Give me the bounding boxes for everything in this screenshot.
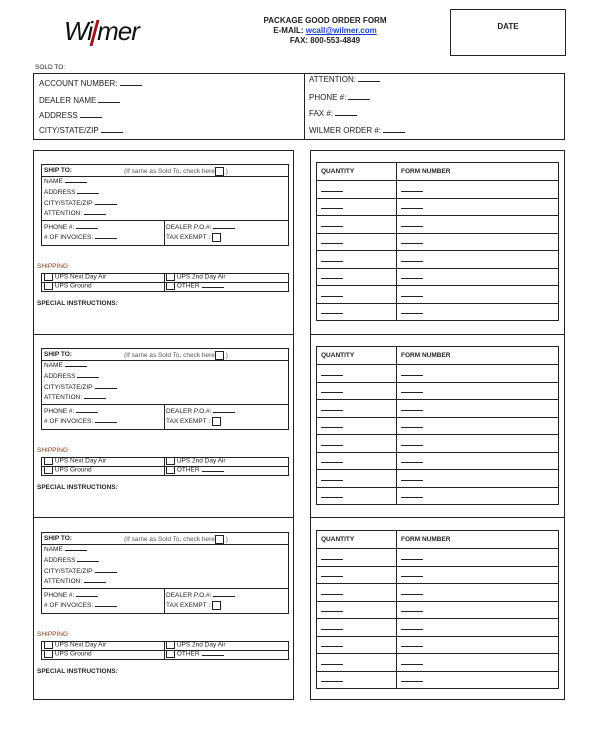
order-table bbox=[316, 346, 559, 505]
ship-attention-field[interactable]: ATTENTION: bbox=[44, 210, 106, 217]
ship-attention-field[interactable]: ATTENTION: bbox=[44, 578, 106, 585]
ups-next-day-option[interactable]: UPS Next Day Air bbox=[44, 457, 106, 465]
email-label: E-MAIL: bbox=[273, 26, 304, 35]
order-row bbox=[317, 549, 559, 567]
quantity-cell[interactable] bbox=[317, 601, 397, 619]
tax-exempt-checkbox[interactable] bbox=[212, 417, 221, 426]
form-number-cell[interactable] bbox=[397, 549, 559, 567]
order-row bbox=[317, 365, 559, 383]
quantity-cell[interactable] bbox=[317, 636, 397, 654]
form-number-cell[interactable] bbox=[397, 584, 559, 602]
wilmer-order-field[interactable]: WILMER ORDER #: bbox=[309, 126, 405, 135]
quantity-cell[interactable] bbox=[317, 382, 397, 400]
ship-to-table: SHIP TO: (If same as Sold To, check here ) NAME ADDRESS CITY/STATE/ZIP ATTENTION: PHONE #: # OF INVOICES: DEALER P.O.#: TAX EXEMPT : bbox=[41, 348, 289, 430]
quantity-cell[interactable] bbox=[317, 251, 397, 269]
quantity-cell[interactable] bbox=[317, 198, 397, 216]
quantity-cell[interactable] bbox=[317, 435, 397, 453]
ship-phone-field[interactable]: PHONE #: bbox=[44, 408, 98, 415]
ups-next-day-option[interactable]: UPS Next Day Air bbox=[44, 273, 106, 281]
date-label: DATE bbox=[497, 22, 519, 31]
fax-field[interactable]: FAX #: bbox=[309, 109, 357, 118]
form-number-cell[interactable] bbox=[397, 268, 559, 286]
tax-exempt-checkbox[interactable] bbox=[212, 601, 221, 610]
order-row bbox=[317, 654, 559, 672]
ship-address-field[interactable]: ADDRESS bbox=[44, 557, 99, 564]
order-row bbox=[317, 470, 559, 488]
quantity-cell[interactable] bbox=[317, 400, 397, 418]
order-table bbox=[316, 530, 559, 689]
phone-field[interactable]: PHONE #: bbox=[309, 93, 370, 102]
form-number-cell[interactable] bbox=[397, 452, 559, 470]
form-number-cell[interactable] bbox=[397, 216, 559, 234]
ship-city-field[interactable]: CITY/STATE/ZIP bbox=[44, 200, 117, 207]
quantity-cell[interactable] bbox=[317, 487, 397, 505]
dealer-po-field[interactable]: DEALER P.O.#: bbox=[166, 592, 235, 599]
ship-address-field[interactable]: ADDRESS bbox=[44, 189, 99, 196]
ship-city-field[interactable]: CITY/STATE/ZIP bbox=[44, 384, 117, 391]
ups-2nd-day-option[interactable]: UPS 2nd Day Air bbox=[166, 273, 226, 281]
order-row bbox=[317, 181, 559, 199]
form-number-header: FORM NUMBER bbox=[397, 347, 559, 365]
special-instructions-label: SPECIAL INSTRUCTIONS: bbox=[37, 668, 118, 675]
order-row bbox=[317, 671, 559, 689]
ship-name-field[interactable]: NAME bbox=[44, 546, 87, 553]
quantity-cell[interactable] bbox=[317, 566, 397, 584]
same-as-sold-to: (If same as Sold To, check here ) bbox=[124, 352, 228, 360]
order-row bbox=[317, 601, 559, 619]
quantity-header: QUANTITY bbox=[317, 347, 397, 365]
ship-to-table: SHIP TO: (If same as Sold To, check here ) NAME ADDRESS CITY/STATE/ZIP ATTENTION: PHONE #: # OF INVOICES: DEALER P.O.#: TAX EXEMPT : bbox=[41, 532, 289, 614]
form-number-cell[interactable] bbox=[397, 400, 559, 418]
quantity-cell[interactable] bbox=[317, 268, 397, 286]
invoices-field[interactable]: # OF INVOICES: bbox=[44, 602, 117, 609]
form-number-cell[interactable] bbox=[397, 417, 559, 435]
quantity-cell[interactable] bbox=[317, 452, 397, 470]
order-row bbox=[317, 566, 559, 584]
ship-phone-field[interactable]: PHONE #: bbox=[44, 224, 98, 231]
dealer-po-field[interactable]: DEALER P.O.#: bbox=[166, 408, 235, 415]
quantity-cell[interactable] bbox=[317, 233, 397, 251]
form-number-cell[interactable] bbox=[397, 303, 559, 321]
ups-ground-option[interactable]: UPS Ground bbox=[44, 650, 92, 658]
form-number-cell[interactable] bbox=[397, 251, 559, 269]
special-instructions-label: SPECIAL INSTRUCTIONS: bbox=[37, 300, 118, 307]
same-as-sold-to: (If same as Sold To, check here ) bbox=[124, 168, 228, 176]
form-number-cell[interactable] bbox=[397, 470, 559, 488]
form-header bbox=[200, 16, 450, 46]
form-number-cell[interactable] bbox=[397, 619, 559, 637]
order-table bbox=[316, 162, 559, 321]
order-row bbox=[317, 233, 559, 251]
shipping-options bbox=[41, 641, 289, 660]
ship-phone-field[interactable]: PHONE #: bbox=[44, 592, 98, 599]
order-row bbox=[317, 286, 559, 304]
order-row bbox=[317, 251, 559, 269]
form-number-cell[interactable] bbox=[397, 365, 559, 383]
invoices-field[interactable]: # OF INVOICES: bbox=[44, 418, 117, 425]
quantity-cell[interactable] bbox=[317, 654, 397, 672]
ship-name-field[interactable]: NAME bbox=[44, 178, 87, 185]
shipping-label: SHIPPING bbox=[37, 447, 69, 454]
form-number-cell[interactable] bbox=[397, 601, 559, 619]
order-row bbox=[317, 636, 559, 654]
special-instructions-label: SPECIAL INSTRUCTIONS: bbox=[37, 484, 118, 491]
quantity-cell[interactable] bbox=[317, 417, 397, 435]
tax-exempt-checkbox[interactable] bbox=[212, 233, 221, 242]
quantity-cell[interactable] bbox=[317, 671, 397, 689]
shipping-options bbox=[41, 273, 289, 292]
ups-ground-option[interactable]: UPS Ground bbox=[44, 466, 92, 474]
city-state-zip-field[interactable]: CITY/STATE/ZIP bbox=[39, 126, 123, 135]
order-row bbox=[317, 619, 559, 637]
quantity-cell[interactable] bbox=[317, 365, 397, 383]
form-number-cell[interactable] bbox=[397, 198, 559, 216]
form-number-cell[interactable] bbox=[397, 566, 559, 584]
tax-exempt-field[interactable]: TAX EXEMPT : bbox=[166, 417, 221, 426]
order-row bbox=[317, 303, 559, 321]
form-number-cell[interactable] bbox=[397, 286, 559, 304]
shipping-label: SHIPPING bbox=[37, 263, 69, 270]
attention-field[interactable]: ATTENTION: bbox=[309, 75, 380, 84]
ship-address-field[interactable]: ADDRESS bbox=[44, 373, 99, 380]
same-as-sold-to-checkbox[interactable] bbox=[215, 351, 224, 360]
same-as-sold-to-checkbox[interactable] bbox=[215, 167, 224, 176]
tax-exempt-field[interactable]: TAX EXEMPT : bbox=[166, 233, 221, 242]
ship-attention-field[interactable]: ATTENTION: bbox=[44, 394, 106, 401]
ups-2nd-day-option[interactable]: UPS 2nd Day Air bbox=[166, 641, 226, 649]
invoices-field[interactable]: # OF INVOICES: bbox=[44, 234, 117, 241]
quantity-header: QUANTITY bbox=[317, 531, 397, 549]
form-number-header: FORM NUMBER bbox=[397, 163, 559, 181]
sold-to-box bbox=[33, 73, 565, 140]
same-as-sold-to-checkbox[interactable] bbox=[215, 535, 224, 544]
quantity-cell[interactable] bbox=[317, 181, 397, 199]
date-box[interactable] bbox=[450, 9, 566, 56]
shipping-label: SHIPPING bbox=[37, 631, 69, 638]
form-number-cell[interactable] bbox=[397, 233, 559, 251]
quantity-cell[interactable] bbox=[317, 619, 397, 637]
order-row bbox=[317, 268, 559, 286]
ship-city-field[interactable]: CITY/STATE/ZIP bbox=[44, 568, 117, 575]
quantity-cell[interactable] bbox=[317, 584, 397, 602]
quantity-cell[interactable] bbox=[317, 549, 397, 567]
order-row bbox=[317, 400, 559, 418]
dealer-po-field[interactable]: DEALER P.O.#: bbox=[166, 224, 235, 231]
ups-2nd-day-option[interactable]: UPS 2nd Day Air bbox=[166, 457, 226, 465]
fax-number: FAX: 800-553-4849 bbox=[289, 36, 361, 45]
ups-next-day-option[interactable]: UPS Next Day Air bbox=[44, 641, 106, 649]
form-number-cell[interactable] bbox=[397, 654, 559, 672]
order-row bbox=[317, 382, 559, 400]
form-number-cell[interactable] bbox=[397, 382, 559, 400]
order-row bbox=[317, 417, 559, 435]
shipping-options bbox=[41, 457, 289, 476]
wilmer-logo: Wi mer bbox=[64, 16, 139, 46]
sold-to-label: SOLD TO: bbox=[35, 64, 66, 71]
ups-ground-option[interactable]: UPS Ground bbox=[44, 282, 92, 290]
quantity-cell[interactable] bbox=[317, 216, 397, 234]
quantity-cell[interactable] bbox=[317, 303, 397, 321]
other-option[interactable]: OTHER bbox=[166, 466, 224, 474]
order-row bbox=[317, 216, 559, 234]
form-number-cell[interactable] bbox=[397, 181, 559, 199]
form-title: PACKAGE GOOD ORDER FORM bbox=[263, 16, 387, 25]
other-option[interactable]: OTHER bbox=[166, 282, 224, 290]
quantity-cell[interactable] bbox=[317, 470, 397, 488]
quantity-cell[interactable] bbox=[317, 286, 397, 304]
other-option[interactable]: OTHER bbox=[166, 650, 224, 658]
form-number-cell[interactable] bbox=[397, 671, 559, 689]
quantity-header: QUANTITY bbox=[317, 163, 397, 181]
address-field[interactable]: ADDRESS bbox=[39, 111, 102, 120]
form-number-cell[interactable] bbox=[397, 487, 559, 505]
tax-exempt-field[interactable]: TAX EXEMPT : bbox=[166, 601, 221, 610]
account-number-field[interactable]: ACCOUNT NUMBER: bbox=[39, 79, 142, 88]
order-row bbox=[317, 452, 559, 470]
form-number-header: FORM NUMBER bbox=[397, 531, 559, 549]
same-as-sold-to: (If same as Sold To, check here ) bbox=[124, 536, 228, 544]
order-row bbox=[317, 487, 559, 505]
form-number-cell[interactable] bbox=[397, 636, 559, 654]
ship-to-table: SHIP TO: (If same as Sold To, check here ) NAME ADDRESS CITY/STATE/ZIP ATTENTION: PHONE #: # OF INVOICES: DEALER P.O.#: TAX EXEMPT : bbox=[41, 164, 289, 246]
dealer-name-field[interactable]: DEALER NAME bbox=[39, 96, 120, 105]
order-row bbox=[317, 198, 559, 216]
form-number-cell[interactable] bbox=[397, 435, 559, 453]
order-row bbox=[317, 435, 559, 453]
ship-name-field[interactable]: NAME bbox=[44, 362, 87, 369]
email-link[interactable]: wcall@wilmer.com bbox=[305, 26, 377, 35]
order-row bbox=[317, 584, 559, 602]
